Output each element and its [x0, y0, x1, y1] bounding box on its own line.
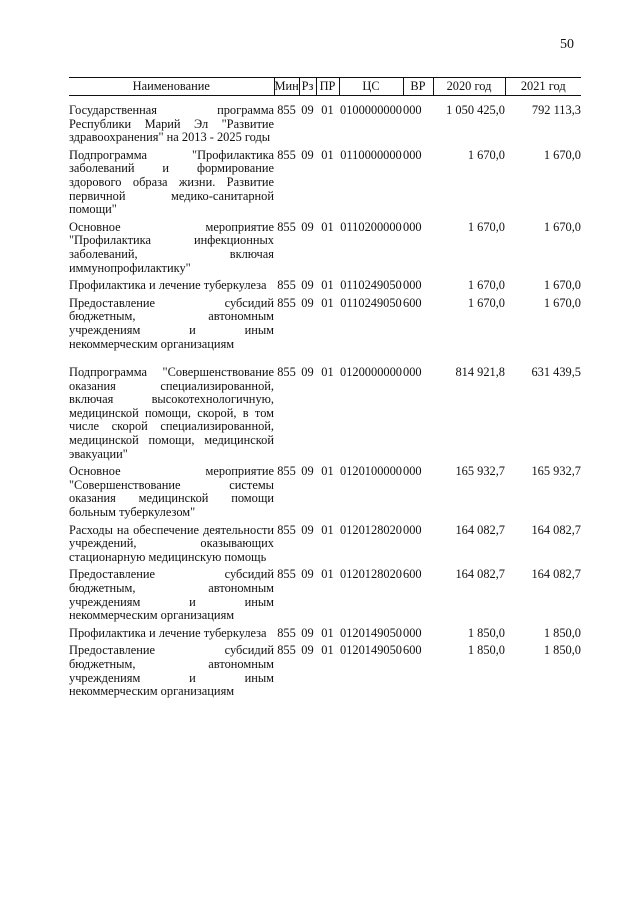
row-amount-2021: 1 850,0: [543, 643, 581, 658]
table-row: [69, 623, 581, 641]
row-rz: 09: [301, 365, 314, 380]
row-name: Государственная программа Республики Марий Эл "Развитие здравоохранения" на 2013 - 2025 годы: [69, 103, 274, 145]
row-cs: 0110249050: [340, 278, 402, 293]
row-amount-2020: 1 850,0: [467, 643, 505, 658]
row-cs: 0120128020: [340, 567, 402, 582]
row-pr: 01: [321, 295, 334, 310]
row-vr: 000: [403, 522, 422, 537]
row-amount-2021: 164 082,7: [531, 567, 581, 582]
table-row: [69, 96, 581, 145]
header-name: Наименование: [69, 78, 274, 96]
row-rz: 09: [301, 464, 314, 479]
row-vr: 600: [403, 567, 422, 582]
row-pr: 01: [321, 567, 334, 582]
row-name: Основное мероприятие "Совершенствование системы оказания медицинской помощи больным туберкулезом": [69, 464, 274, 520]
row-min: 855: [277, 295, 296, 310]
header-pr: ПР: [316, 78, 339, 96]
row-cs: 0120000000: [340, 365, 402, 380]
row-amount-2020: 1 050 425,0: [446, 103, 505, 117]
table-row: [69, 520, 581, 565]
row-min: 855: [277, 522, 296, 537]
row-min: 855: [277, 464, 296, 479]
row-vr: 000: [403, 278, 422, 293]
row-vr: 000: [403, 103, 422, 117]
row-amount-2020: 814 921,8: [455, 365, 505, 380]
row-vr: 000: [403, 464, 422, 479]
table-row: [69, 461, 581, 519]
table-row: [69, 217, 581, 275]
row-rz: 09: [301, 219, 314, 234]
row-cs: 0120128020: [340, 522, 402, 537]
row-name: Предоставление субсидий бюджетным, автономным учреждениям и иным некоммерческим организациям: [69, 295, 274, 351]
row-amount-2021: 165 932,7: [531, 464, 581, 479]
row-vr: 600: [403, 643, 422, 658]
row-vr: 000: [403, 625, 422, 640]
header-min: Мин: [274, 78, 299, 96]
row-min: 855: [277, 643, 296, 658]
header-cs: ЦС: [339, 78, 403, 96]
row-amount-2020: 1 670,0: [467, 219, 505, 234]
budget-table: [69, 77, 581, 699]
row-min: 855: [277, 147, 296, 162]
row-amount-2021: 1 670,0: [543, 295, 581, 310]
row-pr: 01: [321, 278, 334, 293]
row-amount-2020: 1 670,0: [467, 147, 505, 162]
row-amount-2020: 164 082,7: [455, 522, 505, 537]
row-vr: 000: [403, 219, 422, 234]
row-pr: 01: [321, 464, 334, 479]
row-amount-2020: 1 670,0: [467, 278, 505, 293]
row-rz: 09: [301, 278, 314, 293]
row-amount-2021: 164 082,7: [531, 522, 581, 537]
row-min: 855: [277, 625, 296, 640]
row-amount-2020: 165 932,7: [455, 464, 505, 479]
row-min: 855: [277, 278, 296, 293]
row-pr: 01: [321, 625, 334, 640]
row-rz: 09: [301, 522, 314, 537]
row-min: 855: [277, 365, 296, 380]
row-name: Профилактика и лечение туберкулеза: [69, 625, 267, 640]
row-amount-2021: 1 670,0: [543, 219, 581, 234]
row-cs: 0110000000: [340, 147, 402, 162]
table-row: [69, 145, 581, 217]
table-row: [69, 351, 581, 461]
row-cs: 0100000000: [340, 103, 402, 117]
table-row: [69, 640, 581, 698]
row-amount-2020: 164 082,7: [455, 567, 505, 582]
row-name: Предоставление субсидий бюджетным, автономным учреждениям и иным некоммерческим организациям: [69, 567, 274, 623]
row-amount-2021: 1 670,0: [543, 278, 581, 293]
row-name: Предоставление субсидий бюджетным, автономным учреждениям и иным некоммерческим организациям: [69, 643, 274, 699]
row-cs: 0110200000: [340, 219, 402, 234]
table-header-row: [69, 78, 581, 96]
header-rz: Рз: [299, 78, 316, 96]
page-number: 50: [560, 37, 574, 52]
row-name: Основное мероприятие "Профилактика инфекционных заболеваний, включая иммунопрофилактику": [69, 219, 274, 275]
row-amount-2020: 1 850,0: [467, 625, 505, 640]
row-pr: 01: [321, 147, 334, 162]
row-vr: 000: [403, 365, 422, 380]
row-pr: 01: [321, 365, 334, 380]
row-amount-2020: 1 670,0: [467, 295, 505, 310]
row-cs: 0120149050: [340, 625, 402, 640]
header-2020: 2020 год: [433, 78, 505, 96]
row-amount-2021: 1 670,0: [543, 147, 581, 162]
table-row: [69, 564, 581, 622]
row-pr: 01: [321, 522, 334, 537]
row-min: 855: [277, 219, 296, 234]
header-vr: ВР: [403, 78, 433, 96]
row-rz: 09: [301, 147, 314, 162]
row-name: Расходы на обеспечение деятельности учреждений, оказывающих стационарную медицинскую помощь: [69, 522, 274, 564]
row-pr: 01: [321, 219, 334, 234]
row-rz: 09: [301, 103, 314, 117]
row-cs: 0120100000: [340, 464, 402, 479]
table-row: [69, 293, 581, 351]
header-2021: 2021 год: [505, 78, 581, 96]
row-amount-2021: 1 850,0: [543, 625, 581, 640]
row-name: Подпрограмма "Профилактика заболеваний и формирование здорового образа жизни. Развитие первичной медико-санитарной помощи": [69, 147, 274, 217]
row-vr: 600: [403, 295, 422, 310]
table-row: [69, 275, 581, 293]
row-rz: 09: [301, 643, 314, 658]
row-rz: 09: [301, 567, 314, 582]
row-cs: 0110249050: [340, 295, 402, 310]
row-min: 855: [277, 567, 296, 582]
row-rz: 09: [301, 295, 314, 310]
row-cs: 0120149050: [340, 643, 402, 658]
row-amount-2021: 792 113,3: [531, 103, 581, 117]
row-name: Подпрограмма "Совершенствование оказания специализированной, включая высокотехнологичную, медицинской помощи, скорой, в том числе скорой специализированной, медицинской помощи, медицинской эвакуации": [69, 365, 274, 461]
row-pr: 01: [321, 103, 334, 117]
row-vr: 000: [403, 147, 422, 162]
row-pr: 01: [321, 643, 334, 658]
row-amount-2021: 631 439,5: [531, 365, 581, 380]
row-rz: 09: [301, 625, 314, 640]
row-name: Профилактика и лечение туберкулеза: [69, 278, 267, 293]
row-min: 855: [277, 103, 296, 117]
